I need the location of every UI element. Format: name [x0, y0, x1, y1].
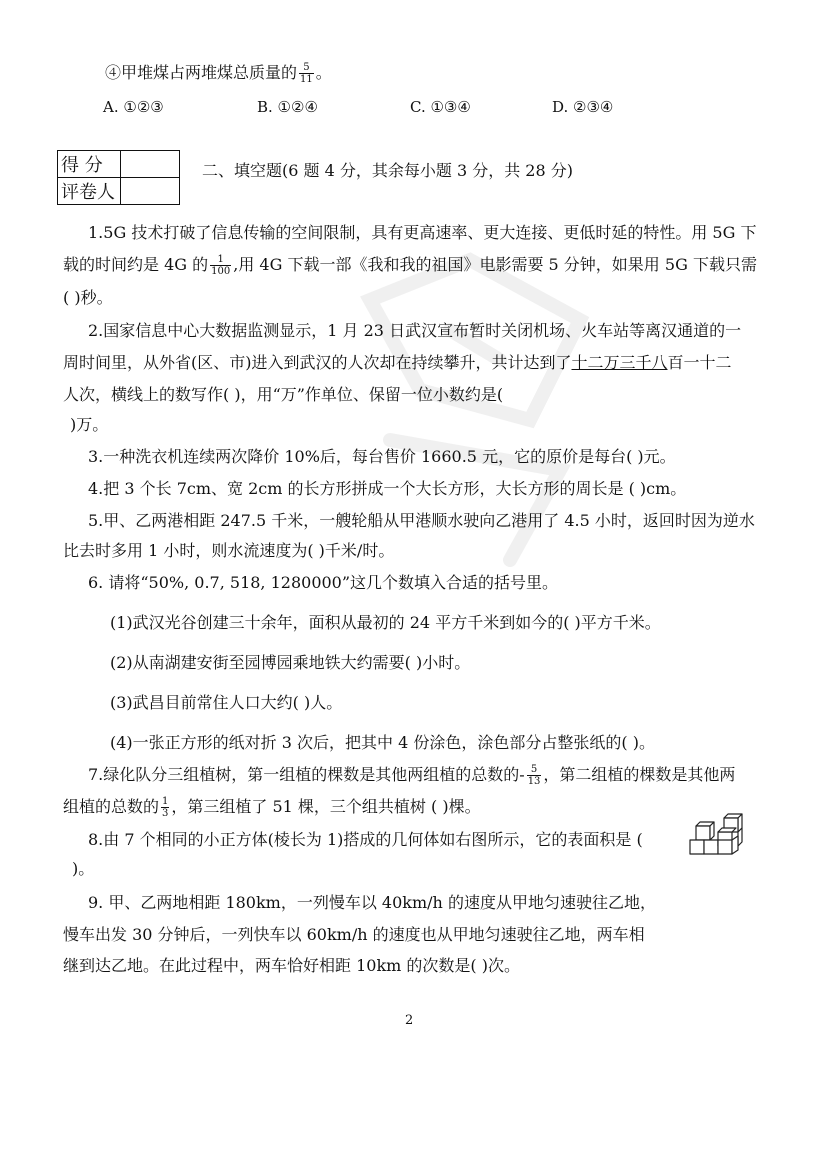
- cube-stack-figure: [688, 808, 752, 856]
- q3-line: 3.一种洗衣机连续两次降价 10%后，每台售价 1660.5 元，它的原价是每台( )元。: [88, 447, 676, 466]
- q8-line-2: )。: [72, 859, 95, 878]
- fraction-5-13: $\frac{5}{13}$: [527, 764, 541, 787]
- choice-b[interactable]: B. ①②④: [257, 98, 318, 116]
- page-number: 2: [405, 1013, 414, 1028]
- fraction-1-100: $\frac{1}{100}$: [211, 254, 231, 277]
- q6-sub-2: (2)从南湖建安街至园博园乘地铁大约需要( )小时。: [110, 653, 471, 672]
- q4-line: 4.把 3 个长 7cm、宽 2cm 的长方形拼成一个大长方形，大长方形的周长是 ( )cm。: [88, 479, 687, 498]
- choice-a[interactable]: A. ①②③: [103, 98, 164, 116]
- q2-line-3: 人次，横线上的数写作( )，用“万”作单位、保留一位小数约是(: [63, 385, 504, 404]
- section-title: 二、填空题(6 题 4 分，其余每小题 3 分，共 28 分): [202, 161, 573, 180]
- score-cell[interactable]: [121, 151, 180, 178]
- q2-line-2: 周时间里，从外省(区、市)进入到武汉的人次却在持续攀升，共计达到了十二万三千八百一十二: [63, 353, 732, 372]
- q5-line-1: 5.甲、乙两港相距 247.5 千米，一艘轮船从甲港顺水驶向乙港用了 4.5 小时，返回时因为逆水: [88, 511, 755, 530]
- fraction-5-11: $\frac{5}{11}$: [300, 62, 313, 85]
- q9-line-1: 9. 甲、乙两地相距 180km，一列慢车以 40km/h 的速度从甲地匀速驶往乙地，: [88, 893, 656, 912]
- q6-stem: 6. 请将“50%, 0.7, 518, 1280000”这几个数填入合适的括号里。: [88, 573, 559, 592]
- q1-line-2: 载的时间约是 4G 的 $\frac{1}{100}$ ,用 4G 下载一部《我和我的祖国》电影需要 5 分钟，如果用 5G 下载只需: [63, 254, 757, 277]
- q6-sub-1: (1)武汉光谷创建三十余年，面积从最初的 24 平方千米到如今的( )平方千米。: [110, 613, 661, 632]
- statement-4: ④甲堆煤占两堆煤总质量的 $\frac{5}{11}$ 。: [105, 62, 332, 85]
- q9-line-3: 继到达乙地。在此过程中，两车恰好相距 10km 的次数是( )次。: [63, 956, 520, 975]
- score-label: 得 分: [58, 151, 121, 178]
- q7-line-1: 7.绿化队分三组植树，第一组植的棵数是其他两组植的总数的- $\frac{5}{13}$ ，第二组植的棵数是其他两: [88, 764, 736, 787]
- q5-line-2: 比去时多用 1 小时，则水流速度为( )千米/时。: [63, 541, 395, 560]
- q6-sub-3: (3)武昌目前常住人口大约( )人。: [110, 693, 343, 712]
- q1-line-3: ( )秒。: [63, 288, 113, 307]
- q9-line-2: 慢车出发 30 分钟后，一列快车以 60km/h 的速度也从甲地匀速驶往乙地，两车相: [63, 925, 645, 944]
- grader-label: 评卷人: [58, 178, 121, 205]
- q2-line-1: 2.国家信息中心大数据监测显示，1 月 23 日武汉宣布暂时关闭机场、火车站等离汉通道的一: [88, 321, 742, 340]
- q6-sub-4: (4)一张正方形的纸对折 3 次后，把其中 4 份涂色，涂色部分占整张纸的( )。: [110, 733, 655, 752]
- score-table: [57, 150, 180, 205]
- underlined-number: 十二万三千八: [571, 353, 668, 372]
- choice-d[interactable]: D. ②③④: [552, 98, 614, 116]
- q2-line-4: )万。: [70, 415, 109, 434]
- choice-c[interactable]: C. ①③④: [410, 98, 471, 116]
- fraction-1-3: $\frac{1}{3}$: [162, 796, 169, 819]
- q7-line-2: 组植的总数的 $\frac{1}{3}$ ，第三组植了 51 棵，三个组共植树 ( )棵。: [63, 796, 481, 819]
- grader-cell[interactable]: [121, 178, 180, 205]
- q8-line-1: 8.由 7 个相同的小正方体(棱长为 1)搭成的几何体如右图所示，它的表面积是 (: [88, 830, 643, 849]
- q1-line-1: 1.5G 技术打破了信息传输的空间限制，具有更高速率、更大连接、更低时延的特性。用 5G 下: [88, 223, 757, 242]
